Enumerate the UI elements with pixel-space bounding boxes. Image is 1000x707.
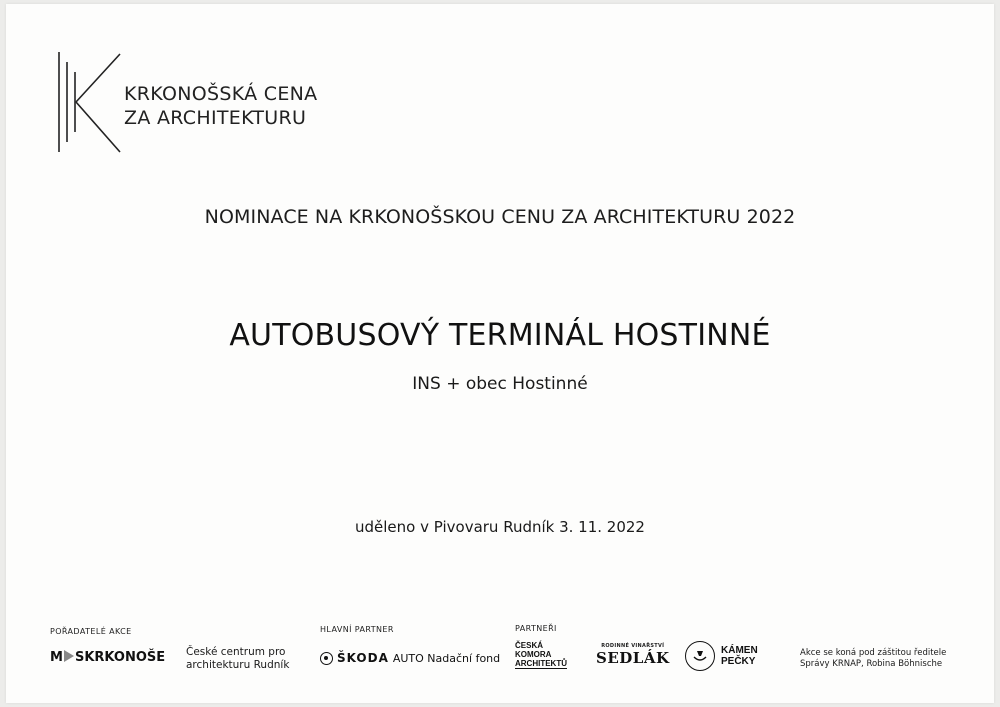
kamen-line-1: KÁMEN	[721, 645, 758, 656]
centrum-line-2: architekturu Rudník	[186, 659, 290, 671]
centrum-line-1: České centrum pro	[186, 646, 286, 658]
sedlak-name: SEDLÁK	[596, 649, 670, 667]
sedlak-tagline: RODINNÉ VINAŘSTVÍ	[601, 643, 665, 649]
mas-logo-name: KRKONOŠE	[84, 650, 166, 665]
partners-label: PARTNEŘI	[515, 624, 557, 633]
award-date-place: uděleno v Pivovaru Rudník 3. 11. 2022	[355, 518, 645, 536]
project-title: AUTOBUSOVÝ TERMINÁL HOSTINNÉ	[229, 318, 771, 353]
patronage-line-1: Akce se koná pod záštitou ředitele	[800, 648, 947, 658]
nomination-heading: NOMINACE NA KRKONOŠSKOU CENU ZA ARCHITEKTURU 2022	[204, 206, 796, 228]
czech-chamber-architects-logo	[515, 641, 567, 669]
award-logo-text	[124, 82, 317, 130]
project-authors: INS + obec Hostinné	[412, 374, 588, 394]
main-partner-label: HLAVNÍ PARTNER	[320, 625, 394, 634]
kamen-pecky-logo	[685, 641, 758, 671]
mas-triangle-icon	[64, 650, 74, 662]
logo-line-2: ZA ARCHITEKTURU	[124, 107, 307, 129]
cka-line-3: ARCHITEKTŮ	[515, 659, 567, 668]
sedlak-winery-logo	[596, 643, 670, 667]
skoda-emblem-icon	[320, 652, 333, 665]
logo-line-1: KRKONOŠSKÁ CENA	[124, 83, 318, 105]
mas-logo-letter-s: S	[74, 650, 85, 665]
skoda-foundation-logo	[320, 651, 500, 665]
kamen-line-2: PEČKY	[721, 656, 756, 667]
centrum-rudnik-logo	[186, 646, 289, 672]
patronage-line-2: Správy KRNAP, Robina Böhnische	[800, 659, 943, 669]
cka-line-1: ČESKÁ	[515, 641, 544, 650]
k-monogram-icon	[50, 48, 130, 158]
mas-krkonose-logo	[50, 650, 165, 665]
patronage-note	[800, 648, 946, 670]
mas-logo-letter-m: M	[50, 650, 63, 665]
skoda-brand: ŠKODA	[337, 651, 389, 665]
skoda-foundation-name: AUTO Nadační fond	[392, 651, 501, 665]
cka-line-2: KOMORA	[515, 650, 552, 659]
organizers-label: POŘADATELÉ AKCE	[50, 627, 132, 636]
kamen-emblem-icon	[685, 641, 715, 671]
